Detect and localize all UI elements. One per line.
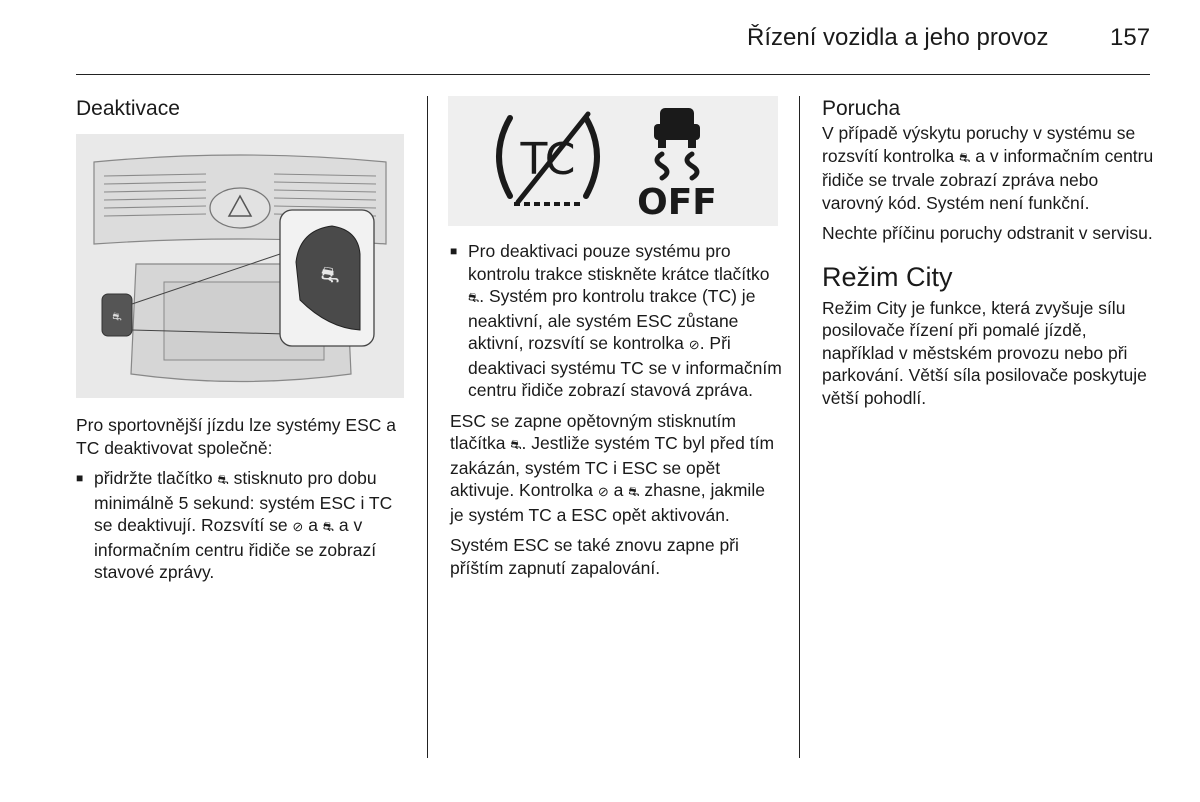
warning-lights-figure [448, 96, 778, 226]
tc-button-icon: ⛐ [959, 149, 971, 165]
bullet-square-icon: ■ [76, 471, 84, 485]
paragraph-service: Nechte příčinu poruchy odstranit v servisu. [822, 223, 1153, 243]
intro-paragraph: Pro sportovnější jízdu lze systémy ESC a TC deaktivovat společně: [76, 415, 396, 458]
column-left [76, 96, 408, 122]
text-run: přidržte tlačítko [94, 468, 218, 488]
text-run: a v informačním centru řidiče se zobrazí stavové zprávy. [94, 515, 377, 582]
section-heading-rezim-city: Režim City [822, 261, 953, 292]
running-header-title: Řízení vozidla a jeho provoz [747, 24, 1049, 51]
text-run: . Systém pro kontrolu trakce (TC) je neaktivní, ale systém ESC zůstane aktivní, rozsvítí se kontrolka [468, 286, 756, 353]
esc-off-lamp-icon [637, 108, 717, 223]
esc-off-icon: ⛐ [628, 484, 640, 499]
paragraph-ignition: Systém ESC se také znovu zapne při příštím zapnutí zapalování. [450, 535, 739, 578]
tc-off-icon: ⊘ [292, 519, 304, 534]
warning-lights-illustration [448, 96, 778, 226]
list-item-short-press [450, 240, 782, 402]
paragraph-fault [822, 122, 1154, 214]
tc-lamp-label: TC [520, 134, 576, 185]
list-item-hold-button [76, 467, 408, 584]
text-run: . Jestliže systém TC byl před tím zakázán, systém TC i ESC se opět aktivuje. Kontrolka [450, 433, 775, 500]
text-run: a v informačním centru řidiče se trvale zobrazí zpráva nebo varovný kód. Systém není funkční. [822, 145, 1154, 213]
section-heading-porucha: Porucha [822, 97, 901, 120]
dashboard-illustration [76, 134, 404, 398]
text-run: a [608, 480, 629, 500]
dashboard-figure [76, 134, 404, 398]
section-heading-deaktivace: Deaktivace [76, 97, 180, 120]
text-run: ESC se zapne opětovným stisknutím tlačítka [450, 410, 736, 453]
tc-off-lamp-icon [499, 114, 597, 204]
tc-off-icon: ⊘ [688, 337, 700, 352]
bullet-square-icon: ■ [450, 244, 458, 258]
text-run: a [303, 515, 323, 535]
esc-off-icon: ⛐ [322, 519, 335, 534]
paragraph-city-mode: Režim City je funkce, která zvyšuje sílu posilovače řízení při pomalé jízdě, například v městském provozu nebo při parkování. Větší síla posilovače poskytuje větší pohodlí. [822, 297, 1147, 408]
svg-text:⛐: ⛐ [112, 310, 122, 323]
column-middle-text [450, 240, 782, 587]
off-lamp-label: OFF [637, 182, 717, 223]
text-run: V případě výskytu poruchy v systému se rozsvítí kontrolka [822, 123, 1136, 166]
tc-off-icon: ⊘ [597, 484, 609, 499]
paragraph-esc-reactivate [450, 410, 782, 527]
column-divider-1 [427, 96, 428, 758]
text-run: Pro deaktivaci pouze systému pro kontrolu trakce stiskněte krátce tlačítko [468, 241, 770, 284]
svg-text:⛐: ⛐ [320, 263, 340, 288]
column-left-text [76, 414, 408, 592]
column-divider-2 [799, 96, 800, 758]
text-run: . Při deaktivaci systému TC se v informačním centru řidiče zobrazí stavová zpráva. [468, 333, 782, 400]
tc-button-icon: ⛐ [217, 472, 229, 487]
tc-button-icon: ⛐ [510, 437, 522, 452]
list-item-text [468, 240, 782, 402]
list-item-text [94, 467, 408, 584]
text-run: stisknuto pro dobu minimálně 5 sekund: systém ESC i TC se deaktivují. Rozsvítí se [94, 468, 393, 535]
column-right [822, 96, 1154, 417]
text-run: zhasne, jakmile je systém TC a ESC opět aktivován. [450, 480, 765, 525]
page-number: 157 [1110, 24, 1151, 51]
header-rule [76, 74, 1150, 75]
tc-button-icon: ⛐ [468, 290, 480, 305]
